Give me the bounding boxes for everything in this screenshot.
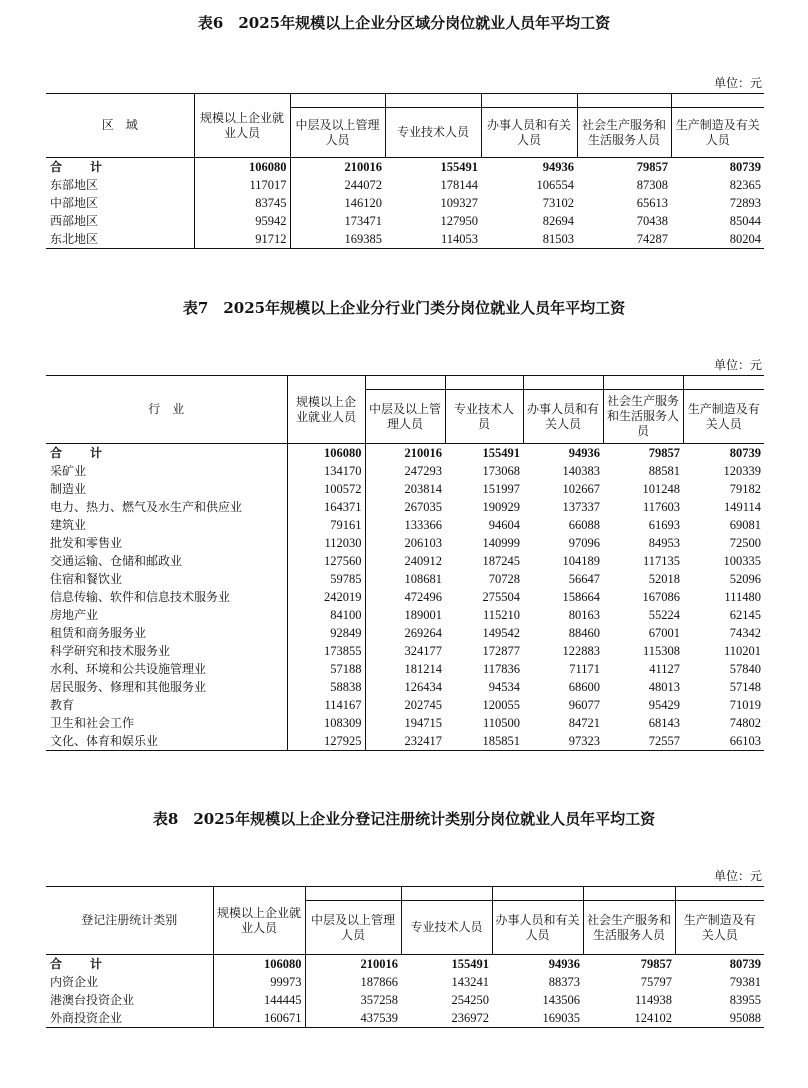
cell-value: 72893: [729, 196, 761, 210]
cell-value: 70438: [636, 214, 668, 228]
row-label: 建筑业: [46, 516, 287, 534]
cell-value: 71171: [569, 662, 600, 676]
cell-value: 158664: [562, 590, 600, 604]
cell-value: 79161: [287, 516, 365, 534]
table8-col-5: 生产制造及有关人员: [675, 901, 764, 955]
table-row: [46, 1009, 764, 1028]
cell-value: 140999: [482, 536, 520, 550]
cell-value: 99973: [213, 973, 305, 991]
row-label: 港澳台投资企业: [46, 991, 213, 1009]
cell-value: 57188: [287, 660, 365, 678]
cell-value: 48013: [648, 680, 680, 694]
table7-col-3: 办事人员和有关人员: [523, 390, 603, 444]
cell-value: 100335: [723, 554, 761, 568]
cell-value: 62145: [729, 608, 761, 622]
cell-value: 74342: [729, 626, 761, 640]
table7-col-2: 专业技术人员: [445, 390, 523, 444]
table6-unit: 单位：元: [713, 76, 762, 90]
cell-value: 109327: [440, 196, 478, 210]
total-row: [46, 444, 764, 463]
cell-value: 167086: [642, 590, 680, 604]
cell-value: 79857: [636, 160, 668, 174]
cell-value: 114053: [385, 230, 481, 249]
cell-value: 106554: [536, 178, 574, 192]
table-row: [46, 588, 764, 606]
cell-value: 172877: [482, 644, 520, 658]
row-label: 卫生和社会工作: [46, 714, 287, 732]
cell-value: 155491: [440, 160, 478, 174]
cell-value: 83745: [194, 194, 290, 212]
table-row: [46, 176, 764, 194]
table-row: [46, 194, 764, 212]
cell-value: 169035: [492, 1009, 583, 1028]
cell-value: 57840: [729, 662, 761, 676]
cell-value: 189001: [404, 608, 442, 622]
cell-value: 91712: [194, 230, 290, 249]
table-row: [46, 516, 764, 534]
cell-value: 127950: [440, 214, 478, 228]
cell-value: 120055: [482, 698, 520, 712]
cell-value: 106080: [213, 955, 305, 974]
table7-unit: 单位：元: [713, 358, 762, 372]
cell-value: 102667: [562, 482, 600, 496]
cell-value: 61693: [648, 518, 680, 532]
table6-col-5: 生产制造及有关人员: [671, 108, 764, 158]
cell-value: 187245: [482, 554, 520, 568]
cell-value: 66088: [568, 518, 600, 532]
table-row: [46, 498, 764, 516]
row-label: 东北地区: [46, 230, 194, 249]
cell-value: 151997: [482, 482, 520, 496]
cell-value: 267035: [404, 500, 442, 514]
cell-value: 269264: [404, 626, 442, 640]
cell-value: 112030: [287, 534, 365, 552]
cell-value: 173471: [344, 214, 382, 228]
cell-value: 137337: [562, 500, 600, 514]
table-row: [46, 642, 764, 660]
cell-value: 94604: [488, 518, 520, 532]
cell-value: 110201: [723, 644, 761, 658]
row-label: 科学研究和技术服务业: [46, 642, 287, 660]
table6-body: [46, 158, 764, 249]
cell-value: 275504: [482, 590, 520, 604]
cell-value: 67001: [648, 626, 680, 640]
cell-value: 57148: [729, 680, 761, 694]
cell-value: 65613: [636, 196, 668, 210]
table-row: [46, 991, 764, 1009]
row-label: 合 计: [46, 444, 287, 463]
cell-value: 108309: [287, 714, 365, 732]
row-label: 中部地区: [46, 194, 194, 212]
cell-value: 120339: [723, 464, 761, 478]
row-label: 制造业: [46, 480, 287, 498]
cell-value: 240912: [404, 554, 442, 568]
table8-col-0: 规模以上企业就业人员: [213, 887, 305, 955]
cell-value: 110500: [482, 716, 520, 730]
cell-value: 203814: [404, 482, 442, 496]
cell-value: 232417: [365, 732, 445, 751]
cell-value: 127560: [287, 552, 365, 570]
total-row: [46, 158, 764, 177]
table-row: [46, 534, 764, 552]
cell-value: 70728: [488, 572, 520, 586]
row-label: 租赁和商务服务业: [46, 624, 287, 642]
cell-value: 84953: [648, 536, 680, 550]
cell-value: 72500: [729, 536, 761, 550]
cell-value: 149114: [723, 500, 761, 514]
cell-value: 73102: [542, 196, 574, 210]
cell-value: 242019: [287, 588, 365, 606]
cell-value: 437539: [305, 1009, 401, 1028]
table7-col-4: 社会生产服务和生活服务人员: [603, 390, 683, 444]
table8: [46, 886, 764, 1028]
cell-value: 127925: [287, 732, 365, 751]
cell-value: 66103: [683, 732, 764, 751]
cell-value: 94534: [488, 680, 520, 694]
cell-value: 122883: [562, 644, 600, 658]
cell-value: 55224: [648, 608, 680, 622]
table6-row-header: 区 域: [46, 94, 194, 158]
cell-value: 82365: [729, 178, 761, 192]
cell-value: 74802: [729, 716, 761, 730]
table-row: [46, 230, 764, 249]
cell-value: 357258: [360, 993, 398, 1007]
cell-value: 69081: [729, 518, 761, 532]
cell-value: 104189: [562, 554, 600, 568]
total-row: [46, 955, 764, 974]
table-row: [46, 696, 764, 714]
row-label: 合 计: [46, 158, 194, 177]
row-label: 批发和零售业: [46, 534, 287, 552]
row-label: 内资企业: [46, 973, 213, 991]
table7-body: [46, 444, 764, 751]
cell-value: 169385: [290, 230, 385, 249]
cell-value: 96077: [568, 698, 600, 712]
table7: [46, 375, 764, 751]
row-label: 交通运输、仓储和邮政业: [46, 552, 287, 570]
cell-value: 140383: [562, 464, 600, 478]
table8-col-3: 办事人员和有关人员: [492, 901, 583, 955]
cell-value: 68143: [648, 716, 680, 730]
cell-value: 133366: [404, 518, 442, 532]
cell-value: 92849: [287, 624, 365, 642]
cell-value: 100572: [287, 480, 365, 498]
table-row: [46, 570, 764, 588]
cell-value: 187866: [360, 975, 398, 989]
cell-value: 79857: [648, 446, 680, 460]
row-label: 文化、体育和娱乐业: [46, 732, 287, 751]
cell-value: 247293: [404, 464, 442, 478]
cell-value: 41127: [649, 662, 680, 676]
row-label: 合 计: [46, 955, 213, 974]
table6-col-1: 中层及以上管理人员: [290, 108, 385, 158]
cell-value: 88373: [548, 975, 580, 989]
row-label: 采矿业: [46, 462, 287, 480]
cell-value: 59785: [287, 570, 365, 588]
row-label: 外商投资企业: [46, 1009, 213, 1028]
cell-value: 106080: [194, 158, 290, 177]
cell-value: 81503: [481, 230, 577, 249]
cell-value: 117603: [642, 500, 680, 514]
table-row: [46, 714, 764, 732]
table6-title: 表6 2025年规模以上企业分区域分岗位就业人员年平均工资: [197, 14, 611, 32]
cell-value: 173068: [482, 464, 520, 478]
cell-value: 84721: [568, 716, 600, 730]
cell-value: 134170: [287, 462, 365, 480]
cell-value: 74287: [577, 230, 671, 249]
cell-value: 185851: [445, 732, 523, 751]
cell-value: 95088: [675, 1009, 764, 1028]
table-row: [46, 212, 764, 230]
cell-value: 210016: [344, 160, 382, 174]
cell-value: 143506: [542, 993, 580, 1007]
row-label: 东部地区: [46, 176, 194, 194]
cell-value: 95429: [648, 698, 680, 712]
cell-value: 83955: [729, 993, 761, 1007]
row-label: 教育: [46, 696, 287, 714]
table-row: [46, 606, 764, 624]
cell-value: 58838: [287, 678, 365, 696]
cell-value: 146120: [344, 196, 382, 210]
cell-value: 115210: [482, 608, 520, 622]
table8-col-4: 社会生产服务和生活服务人员: [583, 901, 675, 955]
cell-value: 194715: [404, 716, 442, 730]
table6: [46, 93, 764, 249]
cell-value: 72557: [603, 732, 683, 751]
cell-value: 94936: [548, 957, 580, 971]
cell-value: 95942: [194, 212, 290, 230]
row-label: 电力、热力、燃气及水生产和供应业: [46, 498, 287, 516]
table-row: [46, 624, 764, 642]
cell-value: 124102: [583, 1009, 675, 1028]
row-label: 住宿和餐饮业: [46, 570, 287, 588]
cell-value: 126434: [404, 680, 442, 694]
cell-value: 80739: [729, 160, 761, 174]
cell-value: 114167: [287, 696, 365, 714]
cell-value: 88460: [568, 626, 600, 640]
table8-body: [46, 955, 764, 1028]
cell-value: 87308: [636, 178, 668, 192]
cell-value: 56647: [568, 572, 600, 586]
cell-value: 52096: [729, 572, 761, 586]
table-row: [46, 678, 764, 696]
cell-value: 178144: [440, 178, 478, 192]
table6-col-0: 规模以上企业就业人员: [194, 94, 290, 158]
cell-value: 181214: [404, 662, 442, 676]
cell-value: 94936: [568, 446, 600, 460]
cell-value: 79857: [640, 957, 672, 971]
cell-value: 117017: [194, 176, 290, 194]
cell-value: 80739: [729, 957, 761, 971]
row-label: 西部地区: [46, 212, 194, 230]
cell-value: 155491: [482, 446, 520, 460]
cell-value: 202745: [404, 698, 442, 712]
cell-value: 114938: [634, 993, 672, 1007]
cell-value: 117836: [482, 662, 520, 676]
row-label: 居民服务、修理和其他服务业: [46, 678, 287, 696]
cell-value: 111480: [724, 590, 761, 604]
table-row: [46, 462, 764, 480]
cell-value: 101248: [642, 482, 680, 496]
cell-value: 210016: [360, 957, 398, 971]
table8-row-header: 登记注册统计类别: [46, 887, 213, 955]
table6-col-4: 社会生产服务和生活服务人员: [577, 108, 671, 158]
cell-value: 173855: [287, 642, 365, 660]
cell-value: 97323: [523, 732, 603, 751]
cell-value: 143241: [451, 975, 489, 989]
table8-unit: 单位：元: [713, 869, 762, 883]
table-row: [46, 552, 764, 570]
cell-value: 71019: [729, 698, 761, 712]
cell-value: 206103: [404, 536, 442, 550]
table-row: [46, 480, 764, 498]
row-label: 信息传输、软件和信息技术服务业: [46, 588, 287, 606]
table7-title: 表7 2025年规模以上企业分行业门类分岗位就业人员年平均工资: [182, 299, 626, 317]
table7-col-5: 生产制造及有关人员: [683, 390, 764, 444]
cell-value: 144445: [213, 991, 305, 1009]
cell-value: 106080: [287, 444, 365, 463]
cell-value: 88581: [648, 464, 680, 478]
cell-value: 210016: [404, 446, 442, 460]
cell-value: 85044: [729, 214, 761, 228]
cell-value: 149542: [482, 626, 520, 640]
cell-value: 79381: [729, 975, 761, 989]
cell-value: 472496: [404, 590, 442, 604]
table8-title: 表8 2025年规模以上企业分登记注册统计类别分岗位就业人员年平均工资: [152, 810, 656, 828]
table6-col-3: 办事人员和有关人员: [481, 108, 577, 158]
cell-value: 155491: [451, 957, 489, 971]
cell-value: 79182: [729, 482, 761, 496]
cell-value: 236972: [401, 1009, 492, 1028]
table7-col-0: 规模以上企业就业人员: [287, 376, 365, 444]
cell-value: 68600: [568, 680, 600, 694]
cell-value: 324177: [404, 644, 442, 658]
row-label: 水利、环境和公共设施管理业: [46, 660, 287, 678]
table-row: [46, 732, 764, 751]
table6-col-2: 专业技术人员: [385, 108, 481, 158]
cell-value: 84100: [287, 606, 365, 624]
cell-value: 82694: [542, 214, 574, 228]
cell-value: 108681: [404, 572, 442, 586]
cell-value: 80204: [671, 230, 764, 249]
cell-value: 254250: [451, 993, 489, 1007]
cell-value: 244072: [344, 178, 382, 192]
table7-row-header: 行 业: [46, 376, 287, 444]
cell-value: 164371: [287, 498, 365, 516]
cell-value: 97096: [568, 536, 600, 550]
table8-col-2: 专业技术人员: [401, 901, 492, 955]
table-row: [46, 973, 764, 991]
cell-value: 190929: [482, 500, 520, 514]
cell-value: 160671: [213, 1009, 305, 1028]
table-row: [46, 660, 764, 678]
cell-value: 75797: [640, 975, 672, 989]
cell-value: 94936: [542, 160, 574, 174]
row-label: 房地产业: [46, 606, 287, 624]
table7-col-1: 中层及以上管理人员: [365, 390, 445, 444]
cell-value: 117135: [642, 554, 680, 568]
cell-value: 115308: [642, 644, 680, 658]
table8-col-1: 中层及以上管理人员: [305, 901, 401, 955]
cell-value: 80739: [729, 446, 761, 460]
cell-value: 52018: [648, 572, 680, 586]
cell-value: 80163: [568, 608, 600, 622]
